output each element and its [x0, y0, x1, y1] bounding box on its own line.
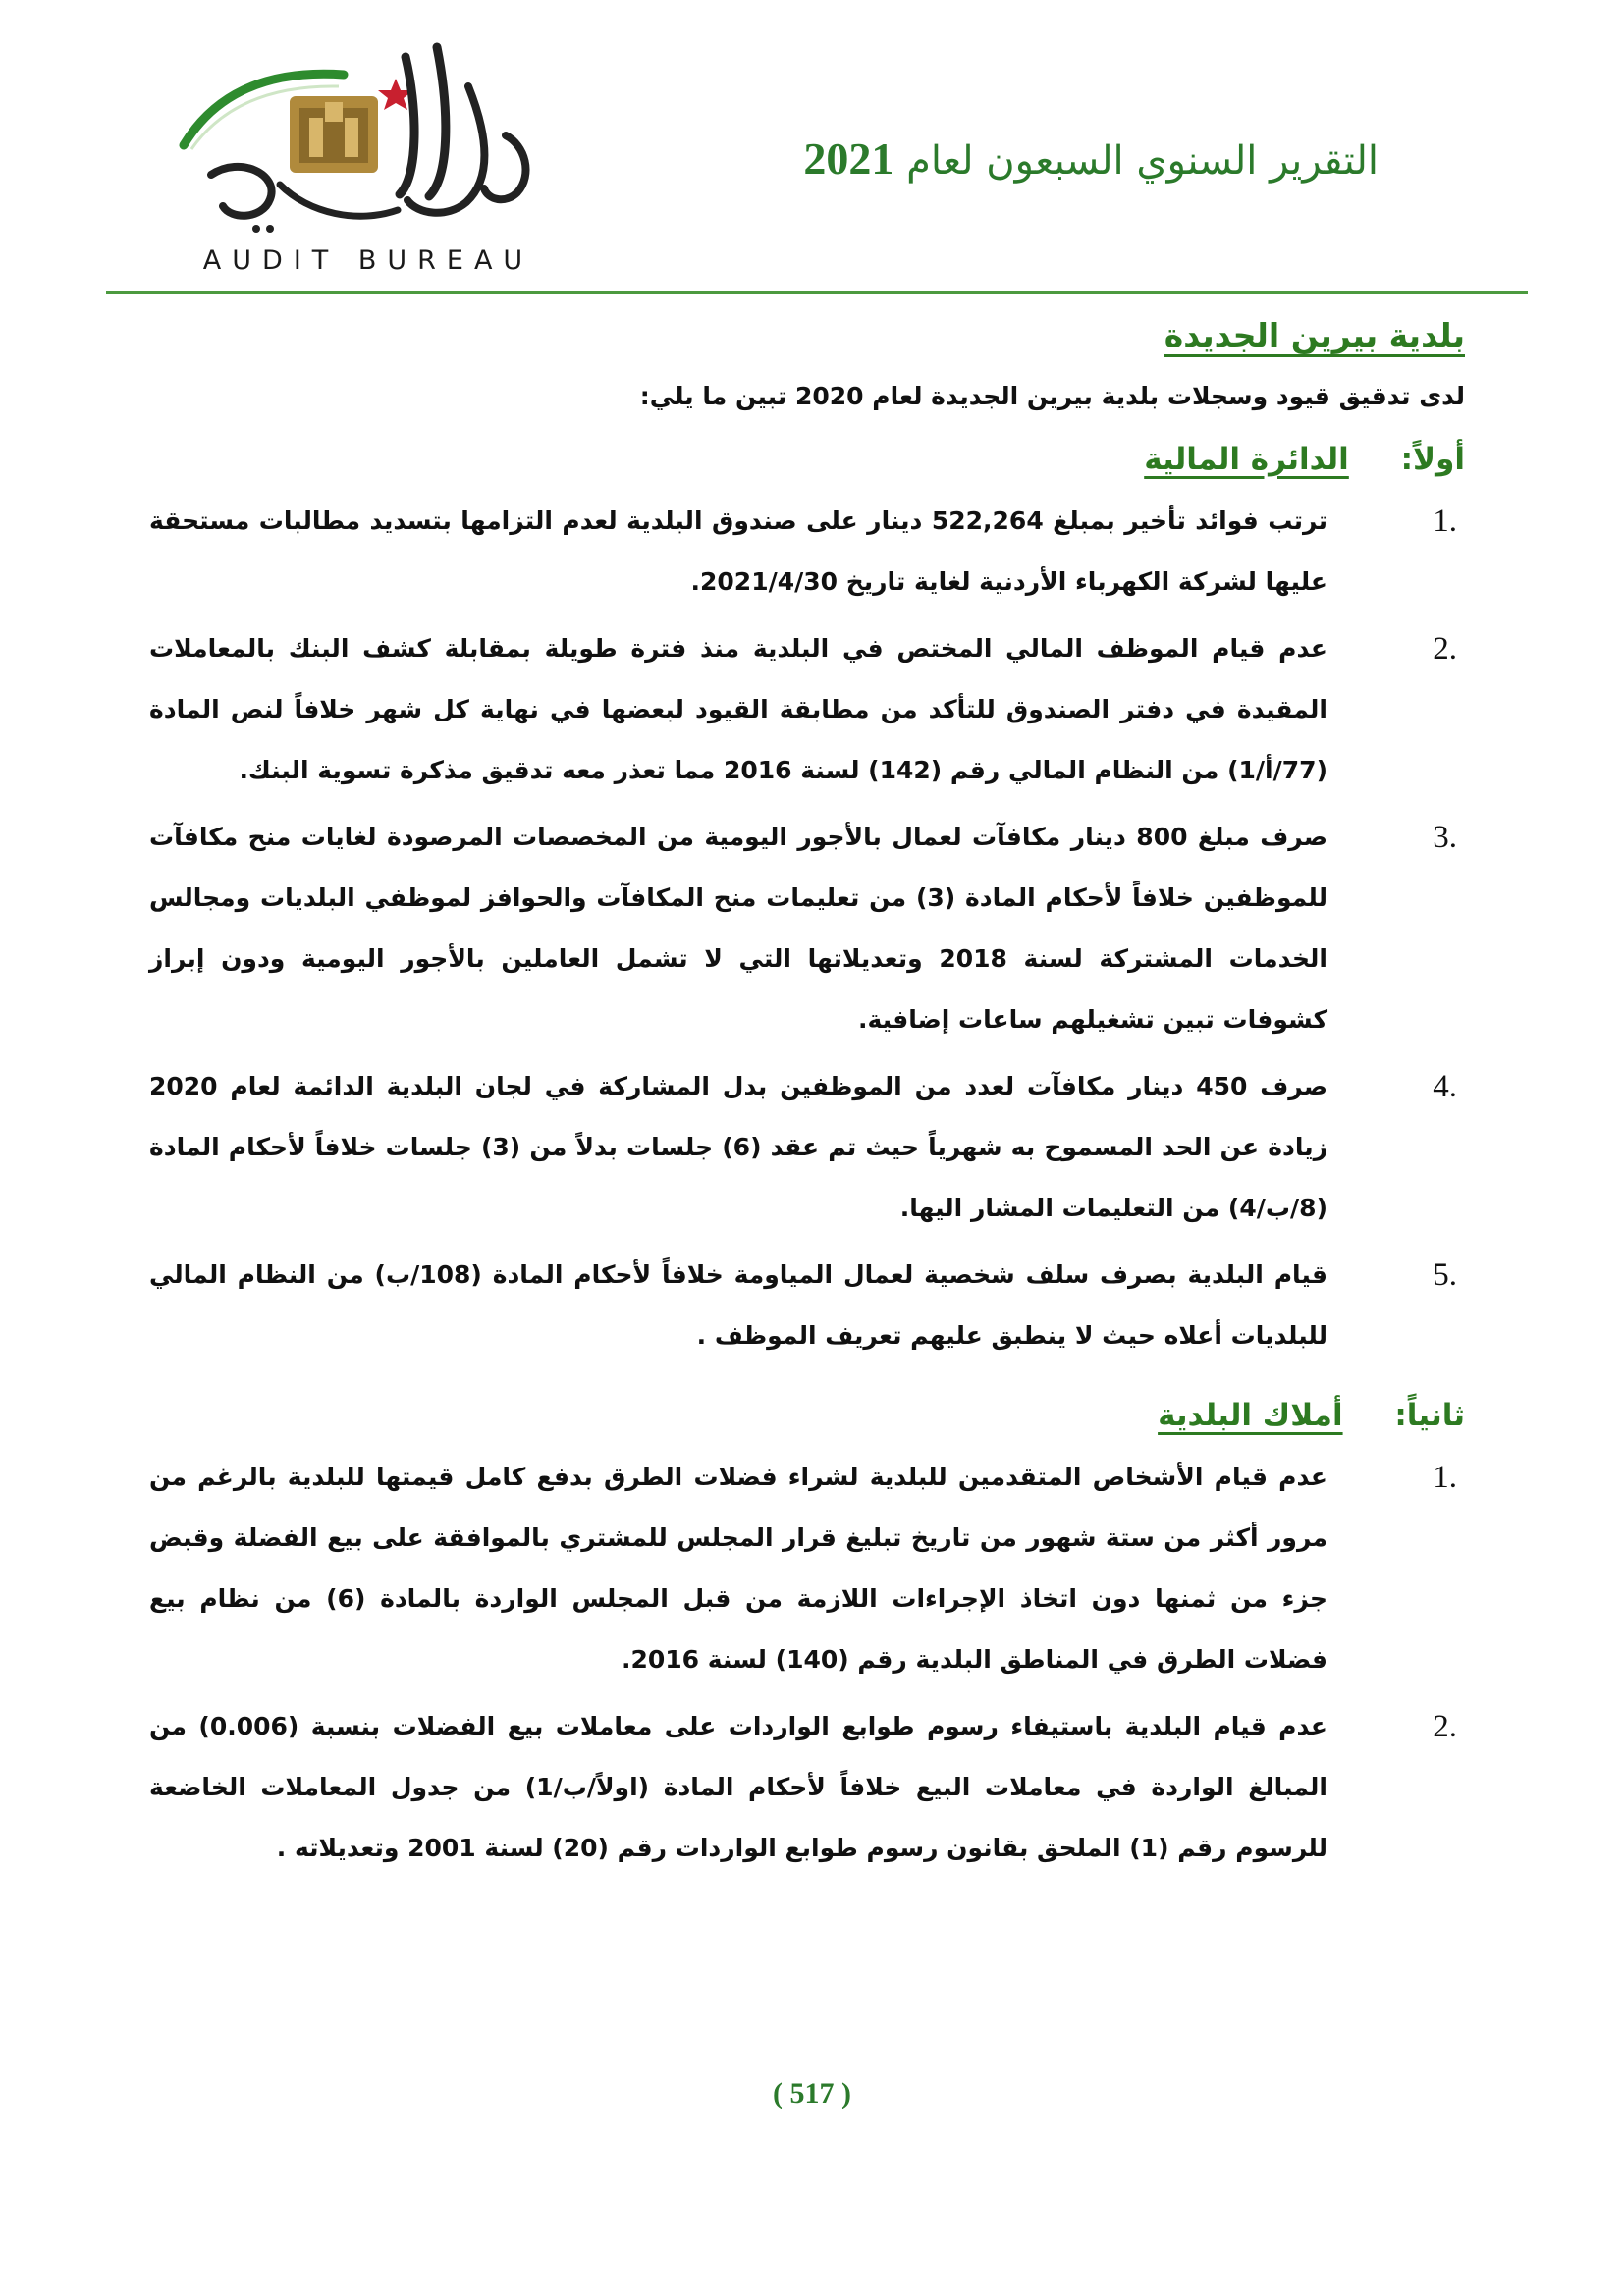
item-text: عدم قيام الموظف المالي المختص في البلدية منذ فترة طويلة بمقابلة كشف البنك بالمعاملات المقيدة في دفتر الصندوق للتأكد من مطابقة القيود لبعضها في نهاية كل شهر خلافاً لنص المادة (77/أ/1) من النظام المالي رقم (142) لسنة 2016 مما تعذر معه تدقيق مذكرة تسوية البنك.: [149, 634, 1327, 784]
part2-title: أملاك البلدية: [1158, 1398, 1343, 1433]
item-text: قيام البلدية بصرف سلف شخصية لعمال المياومة خلافاً لأحكام المادة (108/ب) من النظام المالي للبلديات أعلاه حيث لا ينطبق عليهم تعريف الموظف .: [149, 1260, 1327, 1350]
list-item: [149, 1056, 1465, 1239]
part2-heading: [149, 1398, 1465, 1433]
section-title: بلدية بيرين الجديدة: [1164, 316, 1465, 354]
item-number: 3.: [1433, 820, 1457, 855]
item-number: 5.: [1433, 1257, 1457, 1293]
item-number: 2.: [1433, 1709, 1457, 1744]
page-number: ( 517 ): [773, 2077, 851, 2109]
list-item: [149, 618, 1465, 801]
audit-bureau-logo: [172, 27, 555, 276]
list-item: [149, 1447, 1465, 1690]
item-text: صرف 450 دينار مكافآت لعدد من الموظفين بدل المشاركة في لجان البلدية الدائمة لعام 2020 زيادة عن الحد المسموح به شهرياً حيث تم عقد (6) جلسات بدلاً من (3) جلسات خلافاً لأحكام المادة (8/ب/4) من التعليمات المشار اليها.: [149, 1072, 1327, 1222]
item-number: 2.: [1433, 631, 1457, 667]
part2-label: ثانياً:: [1394, 1398, 1465, 1433]
part1-list: [149, 491, 1465, 1366]
part1-label: أولاً:: [1400, 442, 1465, 477]
part1-heading: [149, 442, 1465, 477]
item-text: صرف مبلغ 800 دينار مكافآت لعمال بالأجور اليومية من المخصصات المرصودة لغايات منح مكافآت للموظفين خلافاً لأحكام المادة (3) من تعليمات منح المكافآت والحوافز لموظفي البلديات ومجالس الخدمات المشتركة لسنة 2018 وتعديلاتها التي لا تشمل العاملين بالأجور اليومية ودون إبراز كشوفات تبين تشغيلهم ساعات إضافية.: [149, 823, 1327, 1034]
item-number: 1.: [1433, 1460, 1457, 1495]
header-divider: [106, 291, 1528, 294]
list-item: [149, 1245, 1465, 1366]
document-body: [149, 316, 1465, 1885]
item-number: 4.: [1433, 1069, 1457, 1104]
list-item: [149, 491, 1465, 613]
list-item: [149, 1696, 1465, 1879]
logo-emblem-icon: [172, 27, 555, 253]
section-intro: لدى تدقيق قيود وسجلات بلدية بيرين الجديدة لعام 2020 تبين ما يلي:: [639, 382, 1465, 410]
report-year: 2021: [803, 133, 894, 184]
logo-english-text: AUDIT BUREAU: [202, 245, 534, 276]
page-header: [0, 0, 1624, 294]
item-text: ترتب فوائد تأخير بمبلغ 522,264 دينار على صندوق البلدية لعدم التزامها بتسديد مطالبات مستحقة عليها لشركة الكهرباء الأردنية لغاية تاريخ 2021/4/30.: [149, 507, 1327, 596]
item-text: عدم قيام الأشخاص المتقدمين للبلدية لشراء فضلات الطرق بدفع كامل قيمتها للبلدية بالرغم من مرور أكثر من ستة شهور من تاريخ تبليغ قرار المجلس للمشتري بالموافقة على بيع الفضلة وقبض جزء من ثمنها دون اتخاذ الإجراءات اللازمة من قبل المجلس الواردة بالمادة (6) من نظام بيع فضلات الطرق في المناطق البلدية رقم (140) لسنة 2016.: [149, 1463, 1327, 1674]
part2-list: [149, 1447, 1465, 1879]
part1-title: الدائرة المالية: [1144, 442, 1349, 477]
report-title-text: التقرير السنوي السبعون لعام: [906, 138, 1379, 184]
list-item: [149, 807, 1465, 1050]
report-title: [803, 133, 1379, 185]
item-number: 1.: [1433, 504, 1457, 539]
item-text: عدم قيام البلدية باستيفاء رسوم طوابع الواردات على معاملات بيع الفضلات بنسبة (0.006) من المبالغ الواردة في معاملات البيع خلافاً لأحكام المادة (اولاً/ب/1) من جدول المعاملات الخاضعة للرسوم رقم (1) الملحق بقانون رسوم طوابع الواردات رقم (20) لسنة 2001 وتعديلاته .: [149, 1712, 1328, 1862]
